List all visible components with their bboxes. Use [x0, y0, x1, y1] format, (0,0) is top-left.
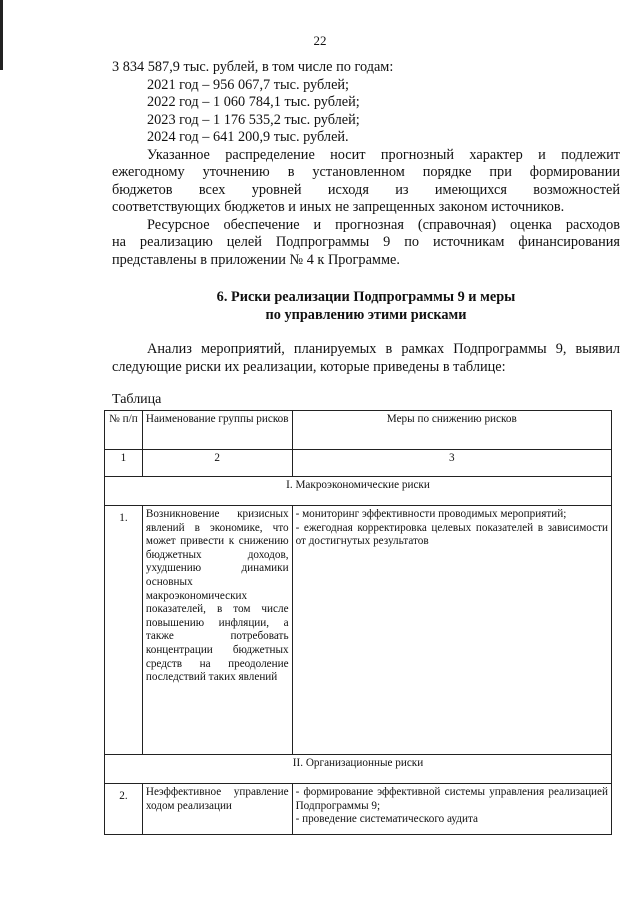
table-row	[105, 784, 612, 835]
year-line: 2023 год – 1 176 535,2 тыс. рублей;	[147, 111, 360, 128]
header-cell-risk-group: Наименование группы рисков	[142, 411, 292, 450]
risk-measures	[292, 506, 611, 755]
total-line: 3 834 587,9 тыс. рублей, в том числе по годам:	[112, 59, 394, 75]
section-row	[105, 477, 612, 506]
section-intro: Анализ мероприятий, планируемых в рамках Подпрограммы 9, выявил следующие риски их реализации, которые приведены в таблице:	[112, 341, 620, 375]
column-number-row	[105, 450, 612, 477]
table-caption: Таблица	[112, 392, 162, 407]
measure-item: - ежегодная корректировка целевых показателей в зависимости от достигнутых результатов	[295, 521, 608, 548]
table-header-row	[105, 411, 612, 450]
year-line: 2021 год – 956 067,7 тыс. рублей;	[147, 76, 350, 93]
risk-measures	[292, 784, 611, 835]
section-title: I. Макроэкономические риски	[105, 477, 612, 506]
section-heading	[112, 288, 620, 324]
resource-line: представлены в приложении № 4 к Программе.	[112, 251, 400, 268]
row-number: 2.	[105, 784, 143, 835]
table-row	[105, 506, 612, 755]
row-number: 1.	[105, 506, 143, 755]
heading-line: 6. Риски реализации Подпрограммы 9 и меры	[216, 289, 516, 305]
forecast-line: соответствующих бюджетов и иных не запрещенных законом источников.	[112, 199, 565, 215]
column-number: 3	[292, 450, 611, 477]
risk-description: Неэффективное управление ходом реализации	[142, 784, 292, 835]
resource-line: на реализацию целей Подпрограммы 9 по источникам финансирования	[112, 234, 620, 250]
forecast-line: ежегодному уточнению в установленном порядке при формировании	[112, 164, 620, 180]
header-cell-number: № п/п	[105, 411, 143, 450]
forecast-line: Указанное распределение носит прогнозный характер и подлежит	[147, 146, 620, 163]
risk-description: Возникновение кризисных явлений в экономике, что может привести к снижению бюджетных доходов, ухудшению динамики основных макроэкономических показателей, в том числе повышению инфляции, а также потребовать концентрации бюджетных средств на преодоление последствий таких явлений	[142, 506, 292, 755]
column-number: 2	[142, 450, 292, 477]
page-number: 22	[313, 33, 327, 48]
measure-item: - формирование эффективной системы управления реализацией Подпрограммы 9;	[295, 786, 608, 812]
section-title: II. Организационные риски	[105, 755, 612, 784]
heading-line: по управлению этими рисками	[265, 307, 467, 323]
header-cell-measures: Меры по снижению рисков	[292, 411, 611, 450]
year-line: 2024 год – 641 200,9 тыс. рублей.	[147, 129, 349, 145]
column-number: 1	[105, 450, 143, 477]
risk-table	[104, 410, 612, 835]
forecast-line: бюджетов всех уровней исходя из имеющихся возможностей	[112, 181, 620, 198]
section-row	[105, 755, 612, 784]
body-text	[112, 59, 620, 269]
resource-line: Ресурсное обеспечение и прогнозная (справочная) оценка расходов	[147, 216, 620, 233]
measure-item: - проведение систематического аудита	[295, 813, 478, 826]
measure-item: - мониторинг эффективности проводимых мероприятий;	[295, 508, 567, 520]
year-line: 2022 год – 1 060 784,1 тыс. рублей;	[147, 94, 360, 110]
